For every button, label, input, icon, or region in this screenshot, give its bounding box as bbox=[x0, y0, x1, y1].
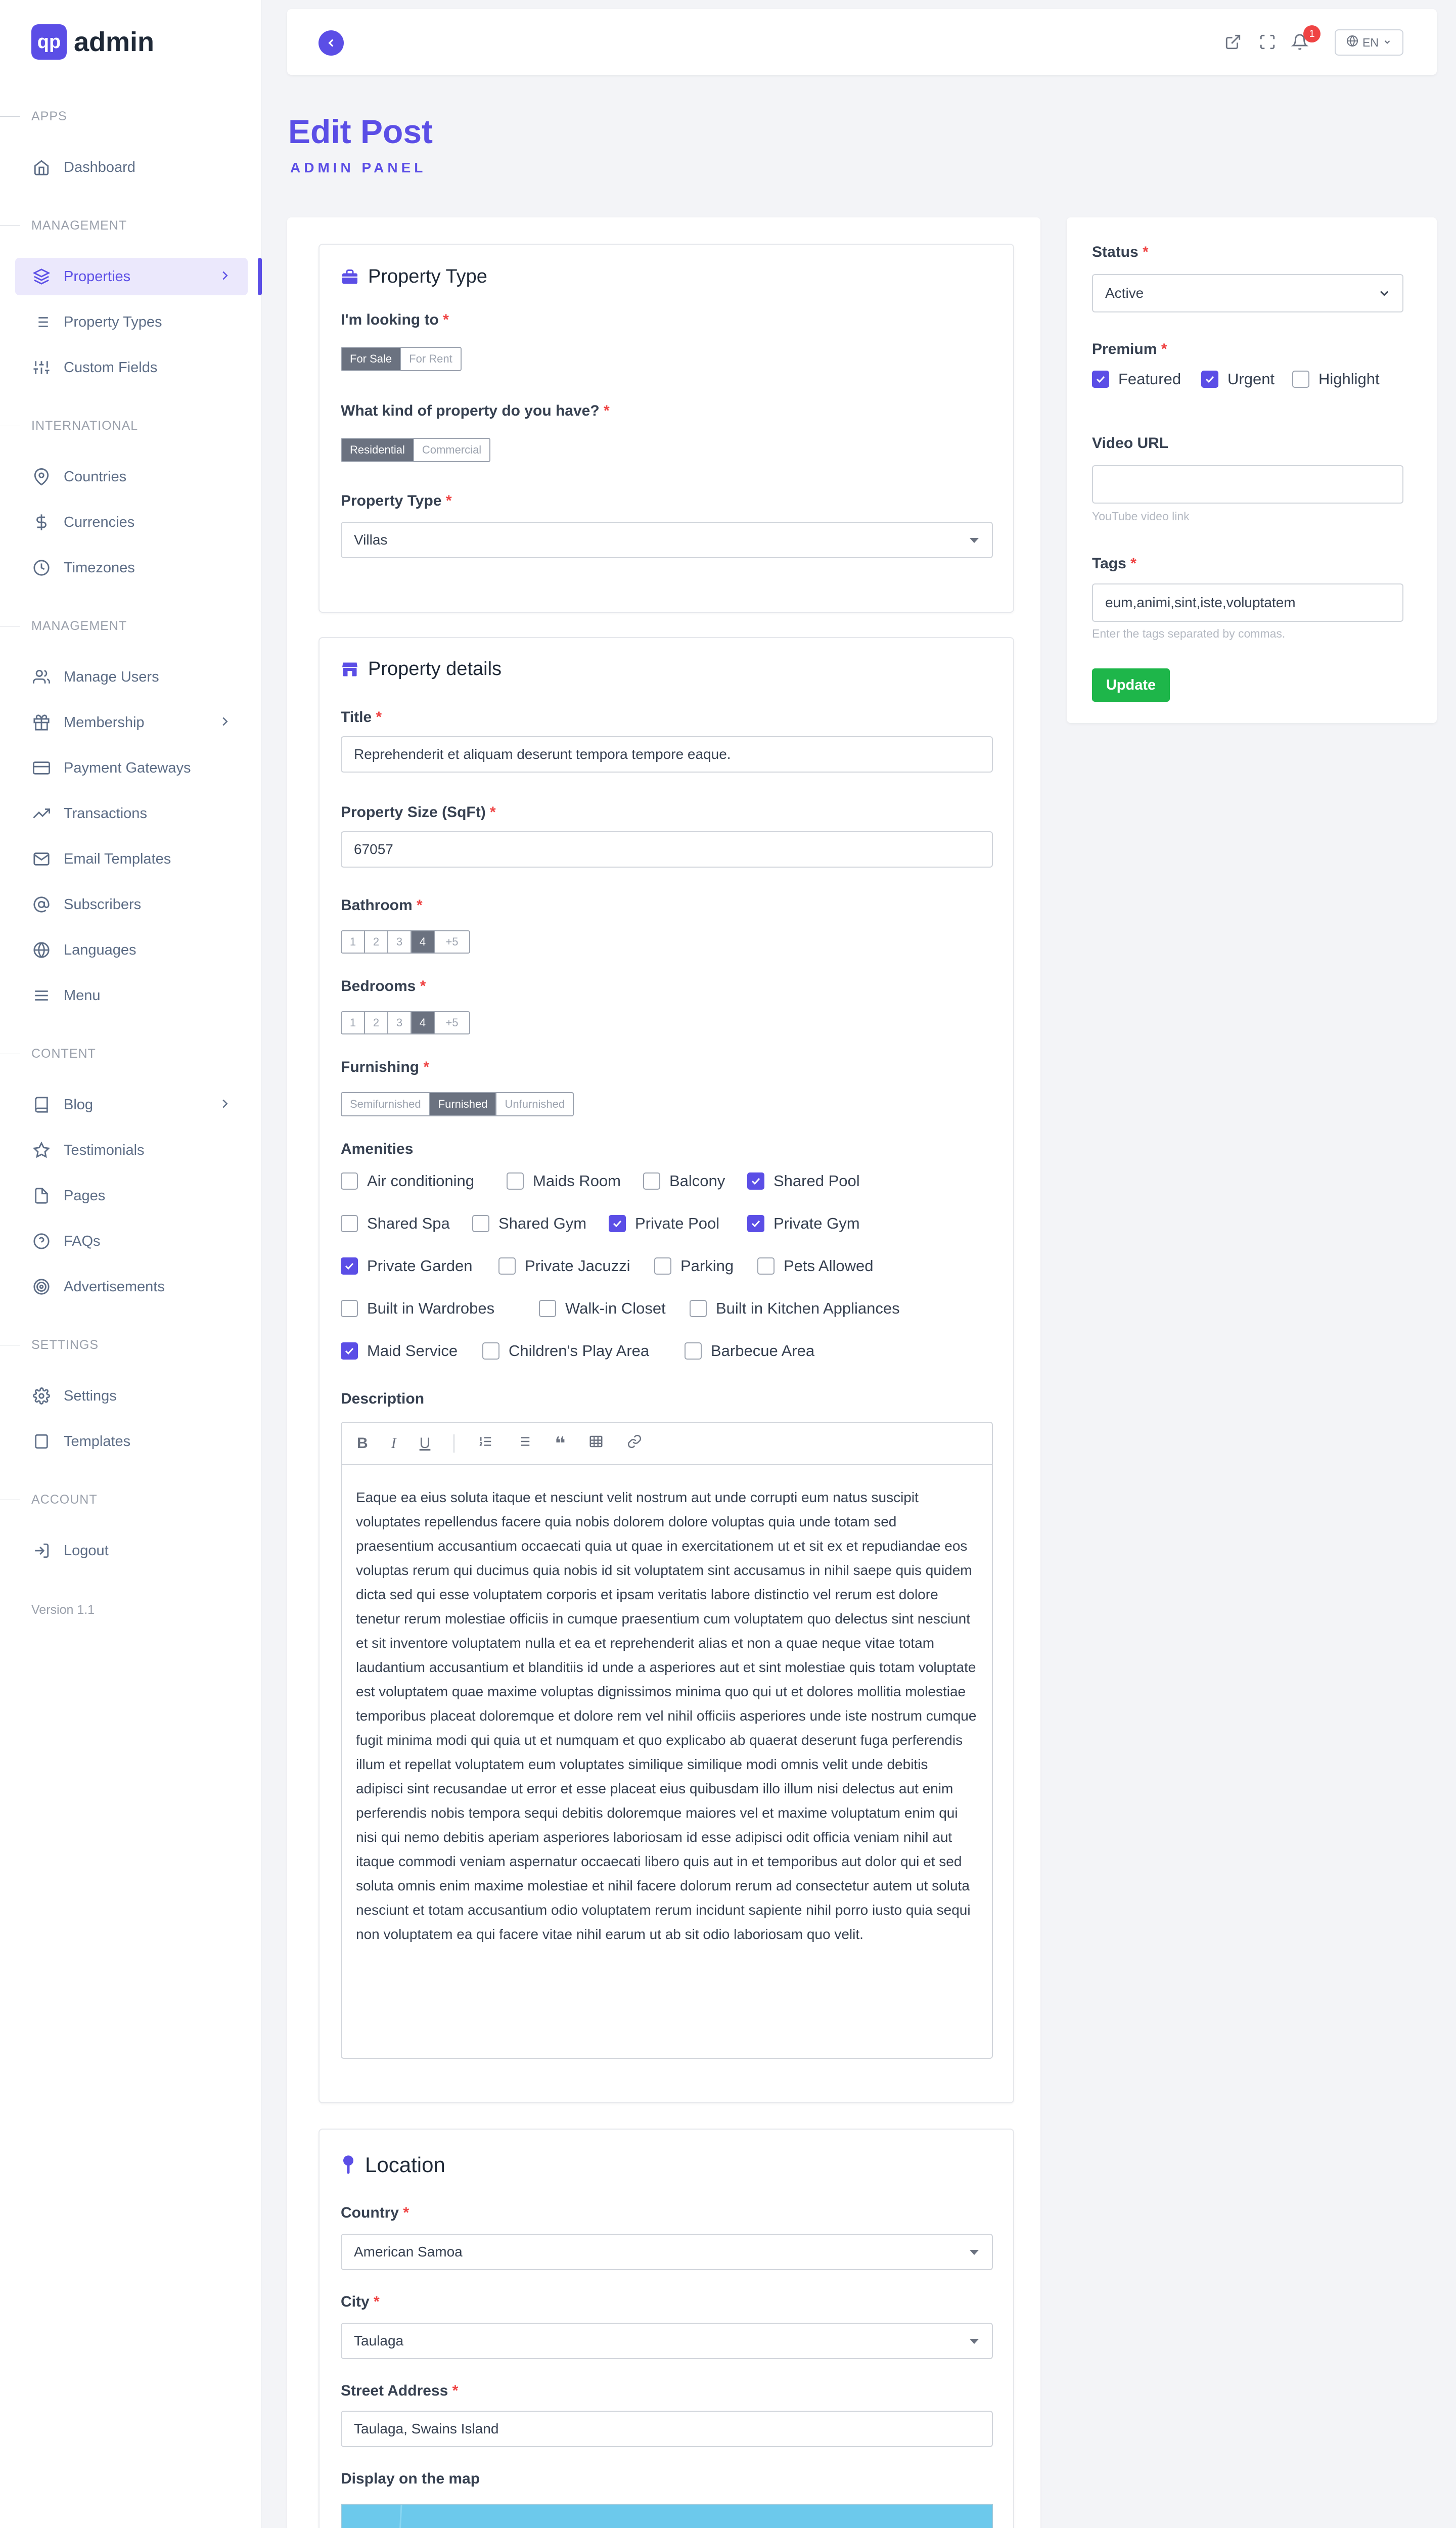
bed-option-3[interactable]: 3 bbox=[388, 1012, 412, 1033]
active-indicator bbox=[258, 258, 262, 295]
external-link-icon[interactable] bbox=[1222, 31, 1244, 53]
sidebar-item-transactions[interactable] bbox=[15, 795, 248, 832]
chevron-right-icon bbox=[217, 1096, 233, 1115]
input-value: eum,animi,sint,iste,voluptatem bbox=[1105, 595, 1296, 610]
description-text[interactable]: Eaque ea eius soluta itaque et nesciunt velit nostrum aut unde corrupti eum natus suscipit voluptates repellendus facere quia nobis dolorem dolore voluptas quia unde totam sed praesentium accusantium occaecati quia ut quae in exercitationem ut et sit ex et repudiandae eos voluptas rerum qui ducimus quia nobis id sit voluptatem sint accusamus in nihil saepe quis quidem dicta sed qui esse voluptatem corporis et ipsam veritatis labore distinctio vel rerum est dolore tenetur rerum molestiae officiis in cumque praesentium cum voluptatem quo delectus sint nesciunt et sit inventore voluptatem nulla et ea et reprehenderit alias et non a quae neque vitae totam laudantium accusantium et blanditiis id unde a asperiores aut et sint molestiae quis totam voluptate est voluptatem quae maxime voluptas dignissimos minima quo qui ut et dolores mollitia molestiae temporibus placeat doloremque et dolore rem vel nihil officiis asperiores unde iste nostrum cumque fugit minima modi qui quia ut et numquam et quo explicabo ab quaerat deserunt fuga perferendis illum et repellat voluptatem eum voluptates similique similique modi omnis velit unde debitis adipisci sint recusandae ut error et esse placeat eius quibusdam illo illum nisi delectus aut enim perferendis nobis tempora sequi debitis doloremque maiores vel et maxime voluptatum enim qui nisi qui nemo debitis aperiam asperiores laboriosam id esse adipisci odit officia veniam nihil aut itaque commodi veniam aspernatur occaecati libero quis aut in et temporibus aut dolor qui et sed soluta omnis enim maxime molestiae et nihil facere dolorum rerum ad consectetur autem ut soluta nesciunt et totam accusantium odio voluptatem rerum incidunt sapiente nihil porro iusto quia sequi non voluptatem ea qui facere vitae nihil earum ut ab sit odio laboriosam quo velit. bbox=[356, 1489, 977, 1942]
description-editor[interactable] bbox=[341, 1422, 993, 2059]
amenity-maids-room[interactable]: Maids Room bbox=[507, 1172, 621, 1190]
sidebar-item-label: Properties bbox=[64, 268, 131, 285]
sidebar-item-membership[interactable] bbox=[15, 704, 248, 741]
checkbox[interactable] bbox=[1292, 371, 1309, 388]
tags-label: Tags * bbox=[1092, 555, 1136, 572]
chevron-down-icon bbox=[1383, 36, 1392, 50]
check-icon bbox=[1095, 373, 1107, 385]
checkbox[interactable] bbox=[747, 1172, 764, 1190]
log-out-icon bbox=[31, 1541, 52, 1561]
topbar bbox=[287, 9, 1437, 75]
sidebar-item-payment-gateways[interactable] bbox=[15, 749, 248, 787]
check-icon bbox=[343, 1345, 355, 1357]
map-label: Display on the map bbox=[341, 2470, 480, 2487]
sidebar-item-label: Advertisements bbox=[64, 1278, 165, 1295]
input-value: Taulaga, Swains Island bbox=[354, 2421, 499, 2436]
sidebar-item-label: FAQs bbox=[64, 1233, 101, 1249]
chevron-right-icon bbox=[217, 268, 233, 287]
map-pin-icon bbox=[31, 467, 52, 487]
checkbox[interactable] bbox=[757, 1257, 775, 1275]
checkbox[interactable] bbox=[643, 1172, 660, 1190]
store-icon bbox=[341, 660, 359, 679]
amenities-label: Amenities bbox=[341, 1141, 414, 1157]
option-furnished[interactable]: Furnished bbox=[430, 1093, 497, 1115]
select-value: American Samoa bbox=[354, 2244, 463, 2260]
check-icon bbox=[750, 1175, 762, 1187]
language-label: EN bbox=[1362, 35, 1379, 49]
bath-option-5plus[interactable]: +5 bbox=[445, 935, 459, 948]
bold-icon[interactable]: B bbox=[357, 1435, 368, 1452]
checkbox[interactable] bbox=[654, 1257, 671, 1275]
bed-option-4[interactable]: 4 bbox=[412, 1012, 435, 1033]
checkbox[interactable] bbox=[341, 1172, 358, 1190]
amenity-shared-spa[interactable]: Shared Spa bbox=[341, 1214, 450, 1233]
checkbox[interactable] bbox=[1092, 371, 1109, 388]
map-tiles bbox=[342, 2505, 993, 2528]
check-icon bbox=[343, 1260, 355, 1272]
table-icon[interactable] bbox=[588, 1434, 604, 1453]
amenity-parking[interactable]: Parking bbox=[654, 1257, 734, 1275]
city-label: City * bbox=[341, 2293, 380, 2310]
section-content: CONTENT bbox=[31, 1047, 96, 1061]
update-button[interactable]: Update bbox=[1092, 668, 1170, 702]
select-value: Active bbox=[1105, 285, 1144, 301]
bed-option-2[interactable]: 2 bbox=[365, 1012, 388, 1033]
fullscreen-icon[interactable] bbox=[1257, 31, 1278, 53]
furnishing-label: Furnishing * bbox=[341, 1059, 430, 1075]
option-unfurnished[interactable]: Unfurnished bbox=[505, 1098, 565, 1110]
tags-hint: Enter the tags separated by commas. bbox=[1092, 627, 1286, 640]
sidebar-item-properties[interactable] bbox=[15, 258, 248, 295]
location-map[interactable] bbox=[341, 2504, 993, 2528]
menu-icon bbox=[31, 985, 52, 1006]
premium-urgent[interactable]: Urgent bbox=[1201, 370, 1275, 388]
panel-header bbox=[341, 2153, 445, 2177]
type-label: Property Type * bbox=[341, 492, 452, 509]
amenity-shared-gym[interactable]: Shared Gym bbox=[472, 1214, 586, 1233]
country-label: Country * bbox=[341, 2204, 410, 2221]
quote-icon[interactable]: ❝ bbox=[555, 1433, 566, 1454]
chevron-right-icon bbox=[217, 714, 233, 733]
panel-header bbox=[341, 658, 502, 680]
input-value: 67057 bbox=[354, 841, 393, 857]
sidebar-item-dashboard[interactable] bbox=[15, 149, 248, 186]
italic-icon[interactable]: I bbox=[391, 1435, 396, 1452]
sidebar-item-label: Logout bbox=[64, 1542, 109, 1559]
sidebar-item-label: Membership bbox=[64, 714, 145, 731]
home-icon bbox=[31, 157, 52, 177]
back-button[interactable] bbox=[318, 30, 344, 56]
chevron-left-icon bbox=[325, 36, 338, 50]
select-value: Taulaga bbox=[354, 2333, 404, 2349]
property-type-select[interactable] bbox=[341, 522, 993, 558]
amenity-built-in-kitchen[interactable]: Built in Kitchen Appliances bbox=[690, 1299, 900, 1318]
target-icon bbox=[31, 1277, 52, 1297]
sidebar-item-label: Manage Users bbox=[64, 668, 159, 685]
briefcase-icon bbox=[341, 268, 359, 286]
option-for-rent[interactable]: For Rent bbox=[409, 352, 452, 365]
sidebar-item-label: Testimonials bbox=[64, 1142, 145, 1158]
bath-option-3[interactable]: 3 bbox=[388, 931, 412, 953]
amenity-built-in-wardrobes[interactable]: Built in Wardrobes bbox=[341, 1299, 494, 1318]
checkbox[interactable] bbox=[472, 1215, 489, 1232]
sidebar-item-label: Currencies bbox=[64, 514, 135, 530]
checkbox[interactable] bbox=[498, 1257, 516, 1275]
caret-down-icon bbox=[970, 2250, 979, 2255]
mail-icon bbox=[31, 849, 52, 869]
sidebar-item-pages[interactable] bbox=[15, 1177, 248, 1214]
status-label: Status * bbox=[1092, 244, 1149, 260]
tags-input[interactable] bbox=[1092, 583, 1403, 622]
book-icon bbox=[31, 1095, 52, 1115]
status-select[interactable] bbox=[1092, 274, 1403, 312]
chevron-down-icon bbox=[1377, 286, 1391, 304]
sidebar-item-email-templates[interactable] bbox=[15, 840, 248, 878]
checkbox[interactable] bbox=[685, 1342, 702, 1360]
bath-option-2[interactable]: 2 bbox=[365, 931, 388, 953]
checkbox[interactable] bbox=[341, 1342, 358, 1360]
bedrooms-toggle[interactable] bbox=[341, 1011, 470, 1034]
panel-title: Location bbox=[365, 2153, 445, 2177]
help-circle-icon bbox=[31, 1231, 52, 1251]
premium-highlight[interactable]: Highlight bbox=[1292, 370, 1380, 388]
sidebar-item-label: Templates bbox=[64, 1433, 131, 1450]
sidebar-item-label: Languages bbox=[64, 941, 136, 958]
kind-toggle[interactable] bbox=[341, 438, 490, 462]
link-icon[interactable] bbox=[627, 1434, 642, 1453]
sidebar-item-label: Custom Fields bbox=[64, 359, 158, 376]
sidebar-item-label: Dashboard bbox=[64, 159, 135, 175]
sidebar-item-logout[interactable] bbox=[15, 1532, 248, 1569]
sidebar-item-blog[interactable] bbox=[15, 1086, 248, 1123]
looking-toggle[interactable] bbox=[341, 347, 462, 371]
amenity-maid-service[interactable]: Maid Service bbox=[341, 1342, 458, 1360]
editor-toolbar bbox=[342, 1423, 992, 1465]
video-label: Video URL bbox=[1092, 435, 1169, 452]
star-icon bbox=[31, 1140, 52, 1160]
sidebar-item-manage-users[interactable] bbox=[15, 658, 248, 696]
sidebar-item-label: Transactions bbox=[64, 805, 147, 822]
caret-down-icon bbox=[970, 538, 979, 543]
looking-label: I'm looking to * bbox=[341, 311, 449, 328]
amenity-private-jacuzzi[interactable]: Private Jacuzzi bbox=[498, 1257, 630, 1275]
bedrooms-label: Bedrooms * bbox=[341, 978, 426, 995]
amenity-walk-in-closet[interactable]: Walk-in Closet bbox=[539, 1299, 666, 1318]
bathroom-label: Bathroom * bbox=[341, 897, 423, 914]
sliders-icon bbox=[31, 357, 52, 378]
sidebar-item-label: Timezones bbox=[64, 559, 135, 576]
video-hint: YouTube video link bbox=[1092, 510, 1190, 523]
kind-label: What kind of property do you have? * bbox=[341, 402, 610, 419]
page-subtitle: ADMIN PANEL bbox=[290, 160, 427, 175]
sidebar-item-currencies[interactable] bbox=[15, 504, 248, 541]
globe-icon bbox=[1346, 35, 1358, 50]
title-input[interactable] bbox=[341, 736, 993, 773]
property-type-panel bbox=[318, 244, 1014, 613]
sidebar-item-label: Countries bbox=[64, 468, 127, 485]
sidebar-item-settings[interactable] bbox=[15, 1377, 248, 1415]
property-details-panel bbox=[318, 637, 1014, 2103]
section-management: MANAGEMENT bbox=[31, 218, 127, 233]
amenity-barbecue-area[interactable]: Barbecue Area bbox=[685, 1342, 814, 1360]
country-select[interactable] bbox=[341, 2234, 993, 2270]
sidebar-item-label: Blog bbox=[64, 1096, 94, 1113]
logo-mark: qp bbox=[31, 24, 67, 60]
settings-icon bbox=[31, 1386, 52, 1406]
sidebar-item-advertisements[interactable] bbox=[15, 1268, 248, 1305]
language-selector[interactable] bbox=[1335, 29, 1403, 56]
sidebar-item-label: Settings bbox=[64, 1387, 117, 1404]
map-pin-icon bbox=[341, 2155, 356, 2175]
input-value: Reprehenderit et aliquam deserunt tempora tempore eaque. bbox=[354, 746, 731, 762]
street-input[interactable] bbox=[341, 2411, 993, 2447]
option-residential[interactable]: Residential bbox=[342, 439, 414, 461]
section-international: INTERNATIONAL bbox=[31, 419, 139, 433]
sidebar-item-label: Email Templates bbox=[64, 850, 171, 867]
select-value: Villas bbox=[354, 532, 388, 548]
amenity-shared-pool[interactable]: Shared Pool bbox=[747, 1172, 860, 1190]
ordered-list-icon[interactable] bbox=[478, 1434, 493, 1453]
sidebar-item-label: Menu bbox=[64, 987, 101, 1004]
checkbox[interactable] bbox=[341, 1300, 358, 1317]
amenity-private-garden[interactable]: Private Garden bbox=[341, 1257, 473, 1275]
logo-text: admin bbox=[74, 27, 155, 57]
checkbox[interactable] bbox=[507, 1172, 524, 1190]
square-icon bbox=[31, 1431, 52, 1452]
bed-option-5plus[interactable]: +5 bbox=[445, 1016, 459, 1029]
users-icon bbox=[31, 667, 52, 687]
sidebar-item-faqs[interactable] bbox=[15, 1223, 248, 1260]
amenity-private-gym[interactable]: Private Gym bbox=[747, 1214, 860, 1233]
list-icon bbox=[31, 312, 52, 332]
sidebar-item-label: Pages bbox=[64, 1187, 106, 1204]
check-icon bbox=[750, 1217, 762, 1230]
sidebar-item-menu[interactable] bbox=[15, 977, 248, 1014]
sidebar-item-timezones[interactable] bbox=[15, 549, 248, 586]
amenity-private-pool[interactable]: Private Pool bbox=[609, 1214, 719, 1233]
amenity-childrens-play-area[interactable]: Children's Play Area bbox=[482, 1342, 649, 1360]
video-url-input[interactable] bbox=[1092, 465, 1403, 504]
version-label: Version 1.1 bbox=[31, 1603, 95, 1617]
check-icon bbox=[611, 1217, 623, 1230]
option-for-sale[interactable]: For Sale bbox=[342, 348, 401, 370]
sidebar-item-custom-fields[interactable] bbox=[15, 349, 248, 386]
at-sign-icon bbox=[31, 894, 52, 915]
sidebar-item-label: Property Types bbox=[64, 313, 162, 330]
checkbox[interactable] bbox=[690, 1300, 707, 1317]
sidebar-item-label: Subscribers bbox=[64, 896, 142, 913]
underline-icon[interactable]: U bbox=[419, 1435, 431, 1452]
caret-down-icon bbox=[970, 2339, 979, 2344]
title-label: Title * bbox=[341, 709, 382, 726]
sidebar-item-countries[interactable] bbox=[15, 458, 248, 495]
section-settings: SETTINGS bbox=[31, 1338, 99, 1352]
trending-up-icon bbox=[31, 803, 52, 824]
logo[interactable] bbox=[31, 24, 154, 60]
sidebar-item-testimonials[interactable] bbox=[15, 1132, 248, 1169]
sidebar-item-subscribers[interactable] bbox=[15, 886, 248, 923]
checkbox[interactable] bbox=[539, 1300, 556, 1317]
panel-header bbox=[341, 266, 487, 288]
premium-featured[interactable]: Featured bbox=[1092, 370, 1181, 388]
option-commercial[interactable]: Commercial bbox=[422, 443, 482, 456]
gift-icon bbox=[31, 712, 52, 733]
premium-label: Premium * bbox=[1092, 341, 1167, 357]
section-apps: APPS bbox=[31, 109, 67, 123]
street-label: Street Address * bbox=[341, 2382, 459, 2399]
amenity-balcony[interactable]: Balcony bbox=[643, 1172, 725, 1190]
globe-icon bbox=[31, 940, 52, 960]
sidebar-item-languages[interactable] bbox=[15, 931, 248, 969]
furnishing-toggle[interactable] bbox=[341, 1092, 574, 1116]
check-icon bbox=[1204, 373, 1216, 385]
bath-option-4[interactable]: 4 bbox=[412, 931, 435, 953]
bathroom-toggle[interactable] bbox=[341, 930, 470, 954]
option-semifurnished[interactable]: Semifurnished bbox=[342, 1093, 430, 1115]
layers-icon bbox=[31, 266, 52, 287]
location-panel bbox=[318, 2129, 1014, 2528]
publish-card bbox=[1067, 217, 1437, 723]
amenity-pets-allowed[interactable]: Pets Allowed bbox=[757, 1257, 874, 1275]
section-management-2: MANAGEMENT bbox=[31, 619, 127, 633]
sidebar-item-label: Payment Gateways bbox=[64, 759, 191, 776]
sidebar-item-property-types[interactable] bbox=[15, 303, 248, 341]
sidebar-item-templates[interactable] bbox=[15, 1423, 248, 1460]
credit-card-icon bbox=[31, 758, 52, 778]
notification-badge: 1 bbox=[1303, 25, 1321, 42]
bed-option-1[interactable]: 1 bbox=[342, 1012, 365, 1033]
city-select[interactable] bbox=[341, 2323, 993, 2359]
clock-icon bbox=[31, 558, 52, 578]
bath-option-1[interactable]: 1 bbox=[342, 931, 365, 953]
page-title: Edit Post bbox=[288, 113, 433, 150]
checkbox[interactable] bbox=[1201, 371, 1218, 388]
checkbox[interactable] bbox=[341, 1257, 358, 1275]
file-icon bbox=[31, 1186, 52, 1206]
bullet-list-icon[interactable] bbox=[516, 1434, 531, 1453]
sidebar bbox=[0, 0, 262, 2528]
description-label: Description bbox=[341, 1390, 425, 1407]
checkbox[interactable] bbox=[341, 1215, 358, 1232]
section-account: ACCOUNT bbox=[31, 1493, 98, 1507]
size-input[interactable] bbox=[341, 831, 993, 868]
checkbox[interactable] bbox=[482, 1342, 499, 1360]
amenity-air-conditioning[interactable]: Air conditioning bbox=[341, 1172, 474, 1190]
dollar-icon bbox=[31, 512, 52, 532]
size-label: Property Size (SqFt) * bbox=[341, 804, 496, 821]
checkbox[interactable] bbox=[747, 1215, 764, 1232]
panel-title: Property Type bbox=[368, 266, 487, 287]
panel-title: Property details bbox=[368, 658, 502, 680]
checkbox[interactable] bbox=[609, 1215, 626, 1232]
